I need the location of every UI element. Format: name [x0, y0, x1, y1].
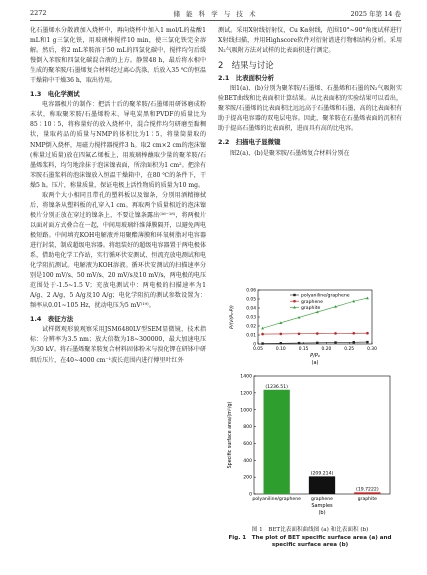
- paragraph: 化石墨烯水分散液加入烧杯中，再向烧杯中加入1 mol/L的盐酸1 mL和1 g三氯化铁，用玻璃棒搅拌10 min，使三氯化铁完全溶解。然后，将2 mL苯胺溶于50 mL的四氯化碳中，搅拌均匀后缓慢倒入苯胺和四氯化碳混合液的上方。静置48 h，最后将水相中生成的聚苯胺/石墨烯复合材料经过离心洗涤，后放入35 ℃的恒温干燥箱中干燥36 h，取出待用。: [30, 27, 206, 85]
- series-line: [263, 333, 368, 334]
- y-tick-label: 800: [243, 425, 252, 431]
- y-tick-label: 0.03: [246, 315, 256, 321]
- x-tick-label: graphene: [310, 497, 334, 502]
- y-tick-label: 1200: [240, 391, 252, 397]
- section-heading: 2 结果与讨论: [218, 60, 274, 71]
- section-heading: 2.2 扫描电子显微镜: [218, 138, 281, 147]
- x-tick-label: 0.15: [298, 347, 309, 352]
- data-point: [352, 332, 355, 335]
- right-text-column: [218, 26, 402, 159]
- data-point: [316, 342, 318, 344]
- data-point: [366, 297, 369, 300]
- y-tick-label: 200: [243, 475, 252, 481]
- data-point: [366, 332, 369, 335]
- legend-marker: [293, 294, 295, 296]
- legend-label: graphene: [301, 299, 324, 305]
- x-tick-label: graphite: [357, 497, 378, 502]
- paragraph: 电容器极片的制作：把活十后的聚苯胺/石墨烯用研钵磨成粉末状，称取聚苯胺/石墨烯粉末、导电炭黑和PVDF的质量比为85∶10∶5，将称量好的放入烧杯中，混合搅拌均匀研磨至黏稠状，量取药品的质量与NMP的体积比为1∶5，将量筒量取的NMP倒入烧杯，用磁力搅拌器搅拌3 h。取2 cm×2 cm的泡沫镍(称量过质量)放在四氟乙烯板上，用玻璃棒蘸取少量的聚苯胺/石墨烯浆料，均匀地涂抹于泡沫镍表面，所涂面积为1 cm²。把涂有苯胺石墨浆料的泡沫镍放入恒温干燥箱中，在80 ℃的条件下，干燥5 h。压片，称量质量，保证电极上活性物质的质量为10 mg。: [30, 101, 206, 189]
- data-point: [261, 342, 263, 344]
- y-tick-label: 0.05: [246, 297, 256, 303]
- y-tick-label: 0.06: [246, 288, 256, 294]
- legend-label: polyaniline/graphene: [301, 293, 350, 299]
- panel-label: (a): [311, 360, 319, 366]
- data-point: [261, 333, 264, 336]
- x-tick-label: 0.10: [275, 347, 286, 352]
- x-axis-label: Samples: [311, 503, 333, 509]
- paragraph: 试样微观形貌观察采用JSM6480LV型SEM显微镜，技术指标：分辨率为3.5 nm；放大倍数为18~300000，最大加速电压为30 kV。将石墨烯聚苯胺复合材料固体粉末与溴化钾在研钵中研细后压片，在40~4000 cm⁻¹波长范围内进行傅里叶红外: [30, 326, 206, 364]
- figure-caption: [218, 527, 402, 550]
- x-tick-label: 0.20: [321, 347, 332, 352]
- x-tick-label: 0.30: [367, 347, 377, 352]
- x-tick-label: 0.25: [344, 347, 355, 352]
- section-heading: 2.1 比表面积分析: [218, 74, 275, 83]
- y-tick-label: 0.02: [246, 324, 256, 330]
- bar-value-label: (19.7222): [356, 487, 379, 493]
- data-point: [316, 332, 319, 335]
- y-tick-label: 0.01: [246, 333, 256, 339]
- x-tick-label: polyaniline/graphene: [252, 497, 301, 502]
- journal-title: 储 能 科 学 与 技 术: [173, 10, 258, 18]
- data-point: [353, 341, 355, 343]
- y-tick-label: 1400: [240, 374, 252, 380]
- data-point: [280, 333, 283, 336]
- y-tick-label: 0.04: [246, 306, 256, 312]
- issue-info: 2025 年第 14 卷: [350, 10, 401, 18]
- caption-en-line1: Fig. 1 The plot of BET specific surface area (a) and: [228, 534, 392, 541]
- paragraph: 测试。采用X射线衍射仪，Cu Kα射线，范围10°~90°角度试样进行X射线扫描，并用Highscore软件对衍射谱进行物相结构分析。采用N₂气吸附方法对试样的比表面积进行测定。: [218, 27, 402, 55]
- data-point: [298, 342, 300, 344]
- panel-label: (b): [318, 510, 326, 516]
- paragraph: 图2(a)、(b)是聚苯胺/石墨烯复合材料分别在: [230, 149, 350, 157]
- section-heading: 1.3 电化学测试: [30, 90, 80, 99]
- y-tick-label: 1000: [240, 408, 252, 414]
- bar-value-label: (1236.51): [265, 384, 288, 390]
- data-point: [334, 332, 337, 335]
- y-tick-label: 0: [249, 492, 252, 498]
- y-axis-label: P/(V(P₀-P)): [230, 305, 235, 329]
- page-header: [30, 8, 401, 21]
- bet-plot-chart: [222, 284, 398, 370]
- paragraph: 取两个大小相同且带孔的塑料板以及镍条，分别用酒精擦拭后，将镍条从塑料板的孔穿入1 cm。再取两个质量相近的泡沫镍极片分别正放在穿过的镍条上，不要让镍条露出⁽¹⁶⁻¹⁸⁾，将两极片以面对面方式叠合在一起，中间用玻璃纤维薄膜隔开，以避免两电极短路。中间填充KOH电解液并用聚酯薄膜和环氧树脂对电容器进行封装，制成超级电容器。将组装好的超级电容器置于两电极体系，借助电化学工作站，实行循环伏安测试、恒流充放电测试和电化学阻抗测试。电解液为KOH溶液。循环伏安测试的扫描速率分别是100 mV/s、50 mV/s、20 mV/s及10 mV/s，两电极的电压范围处于-1.5~1.5 V；充放电测试中：两电极的扫描速率为1 A/g、2 A/g、5 A/g及10 A/g；电化学阻抗的测试参数设置为：频率从0.01~105 Hz，扰动电压为5 mV⁽¹⁹⁾。: [30, 191, 206, 310]
- left-text-column: [30, 26, 206, 366]
- legend-marker: [293, 300, 296, 303]
- y-tick-label: 600: [243, 442, 252, 448]
- bar-value-label: (209.214): [310, 471, 334, 477]
- legend-label: graphite: [301, 306, 321, 311]
- y-tick-label: 0: [253, 342, 256, 348]
- surface-area-bar-chart: [222, 370, 398, 526]
- bar: [264, 390, 290, 494]
- bar: [354, 492, 380, 494]
- data-point: [298, 332, 301, 335]
- y-tick-label: 400: [243, 458, 252, 464]
- caption-cn: 图 1 BET比表面积曲线图 (a) 和比表面积 (b): [251, 527, 369, 533]
- paragraph: 图1(a)、(b)分别为聚苯胺/石墨烯、石墨烯和石墨的N₂气吸附实验BET曲线和比表面积计算结果。从比表面积的实验结果可以看出，聚苯胺/石墨烯的比表面积比远远高于石墨烯和石墨，高的比表面积有助于提高电容器的双电层电容。因此，聚苯胺在石墨烯表面的沉积有助于提高石墨烯的比表面积，进而具有高的比电容。: [218, 85, 402, 133]
- page-number: 2272: [30, 9, 47, 17]
- data-point: [280, 342, 282, 344]
- x-tick-label: 0.05: [253, 347, 263, 352]
- bar: [309, 476, 335, 494]
- data-point: [366, 341, 368, 343]
- section-heading: 1.4 表征方法: [30, 315, 74, 324]
- y-axis-label: Specific surface area/(m²/g): [228, 401, 233, 469]
- data-point: [334, 341, 336, 343]
- x-axis-label: P/P₀: [310, 353, 320, 359]
- series-line: [263, 342, 368, 343]
- caption-en-line2: specific surface area (b): [271, 542, 349, 549]
